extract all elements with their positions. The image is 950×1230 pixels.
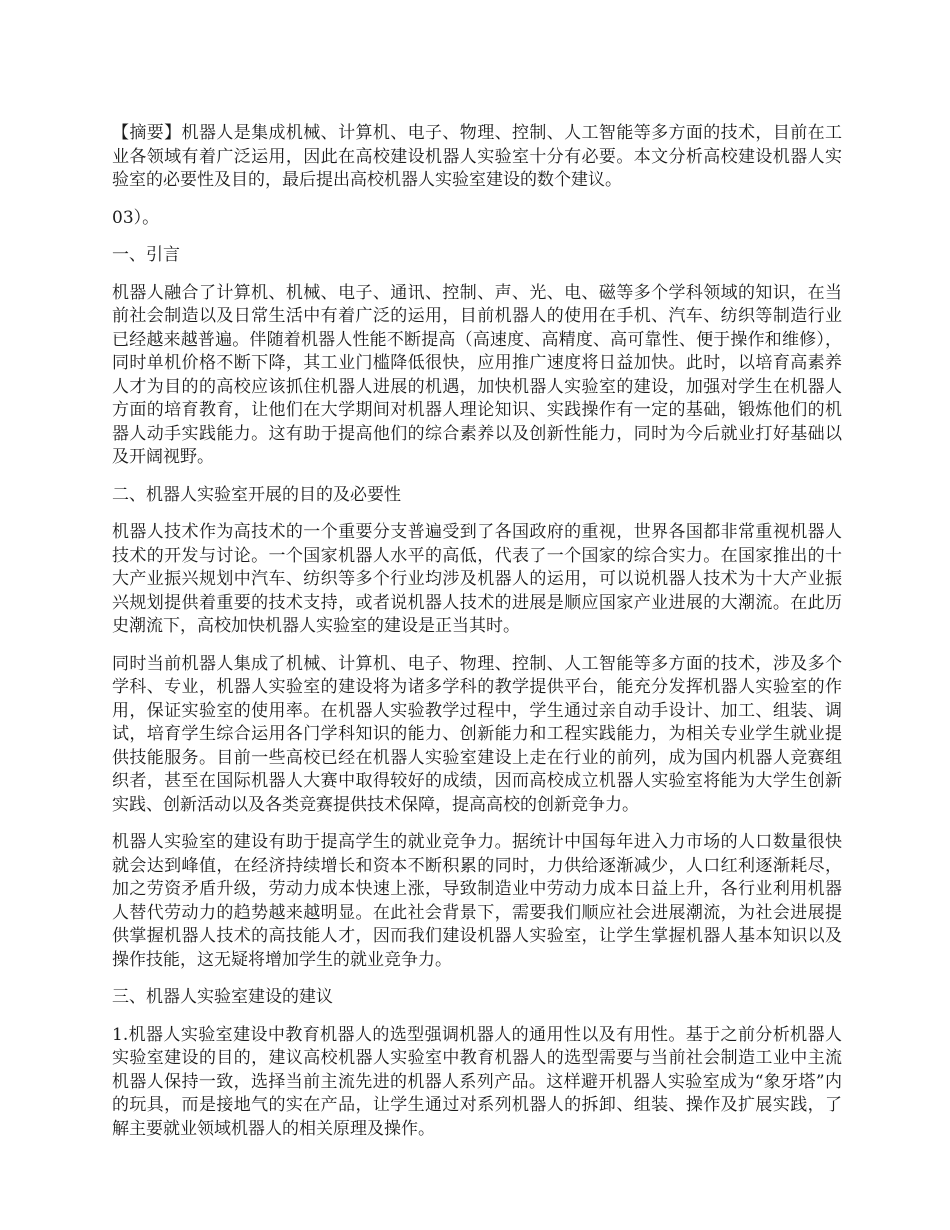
fragment-paragraph: 03）。 <box>112 207 160 228</box>
body-paragraph: 同时当前机器人集成了机械、计算机、电子、物理、控制、人工智能等多方面的技术，涉及多个学科、专业，机器人实验室的建设将为诸多学科的教学提供平台，能充分发挥机器人实验室的作用，保证实验室的使用率。在机器人实验教学过程中，学生通过亲自动手设计、加工、组装、调试，培育学生综合运用各门学科知识的能力、创新能力和工程实践能力，为相关专业学生就业提供技能服务。目前一些高校已经在机器人实验室建设上走在行业的前列，成为国内机器人竞赛组织者，甚至在国际机器人大赛中取得较好的成绩，因而高校成立机器人实验室将能为大学生创新实践、创新活动以及各类竞赛提供技术保障，提高高校的创新竞争力。 <box>112 653 842 815</box>
body-paragraph: 机器人技术作为高技术的一个重要分支普遍受到了各国政府的重视，世界各国都非常重视机器人技术的开发与讨论。一个国家机器人水平的高低，代表了一个国家的综合实力。在国家推出的十大产业振兴规划中汽车、纺织等多个行业均涉及机器人的运用，可以说机器人技术为十大产业振兴规划提供着重要的技术支持，或者说机器人技术的进展是顺应国家产业进展的大潮流。在此历史潮流下，高校加快机器人实验室的建设是正当其时。 <box>112 522 842 636</box>
body-paragraph: 机器人融合了计算机、机械、电子、通讯、控制、声、光、电、磁等多个学科领域的知识，在当前社会制造以及日常生活中有着广泛的运用，目前机器人的使用在手机、汽车、纺织等制造行业已经越来越普遍。伴随着机器人性能不断提高（高速度、高精度、高可靠性、便于操作和维修），同时单机价格不断下降，其工业门槛降低很快，应用推广速度将日益加快。此时，以培育高素养人才为目的的高校应该抓住机器人进展的机遇，加快机器人实验室的建设，加强对学生在机器人方面的培育教育，让他们在大学期间对机器人理论知识、实践操作有一定的基础，锻炼他们的机器人动手实践能力。这有助于提高他们的综合素养以及创新性能力，同时为今后就业打好基础以及开阔视野。 <box>112 282 842 467</box>
section-heading-purpose: 二、机器人实验室开展的目的及必要性 <box>112 484 401 505</box>
section-heading-suggestions: 三、机器人实验室建设的建议 <box>112 987 333 1007</box>
section-heading-introduction: 一、引言 <box>112 245 180 265</box>
body-paragraph: 机器人实验室的建设有助于提高学生的就业竞争力。据统计中国每年进入力市场的人口数量很快就会达到峰值，在经济持续增长和资本不断积累的同时，力供给逐渐减少，人口红利逐渐耗尽，加之劳资矛盾升级，劳动力成本快速上涨，导致制造业中劳动力成本日益上升，各行业利用机器人替代劳动力的趋势越来越明显。在此社会背景下，需要我们顺应社会进展潮流，为社会进展提供掌握机器人技术的高技能人才，因而我们建设机器人实验室，让学生掌握机器人基本知识以及操作技能，这无疑将增加学生的就业竞争力。 <box>112 832 842 970</box>
body-paragraph: 1.机器人实验室建设中教育机器人的选型强调机器人的通用性以及有用性。基于之前分析机器人实验室建设的目的，建议高校机器人实验室中教育机器人的选型需要与当前社会制造工业中主流机器人保持一致，选择当前主流先进的机器人系列产品。这样避开机器人实验室成为“象牙塔”内的玩具，而是接地气的实在产品，让学生通过对系列机器人的拆卸、组装、操作及扩展实践，了解主要就业领域机器人的相关原理及操作。 <box>112 1024 842 1139</box>
document-body <box>112 122 842 1155</box>
abstract-paragraph: 【摘要】机器人是集成机械、计算机、电子、物理、控制、人工智能等多方面的技术，目前在工业各领域有着广泛运用，因此在高校建设机器人实验室十分有必要。本文分析高校建设机器人实验室的必要性及目的，最后提出高校机器人实验室建设的数个建议。 <box>112 123 842 190</box>
